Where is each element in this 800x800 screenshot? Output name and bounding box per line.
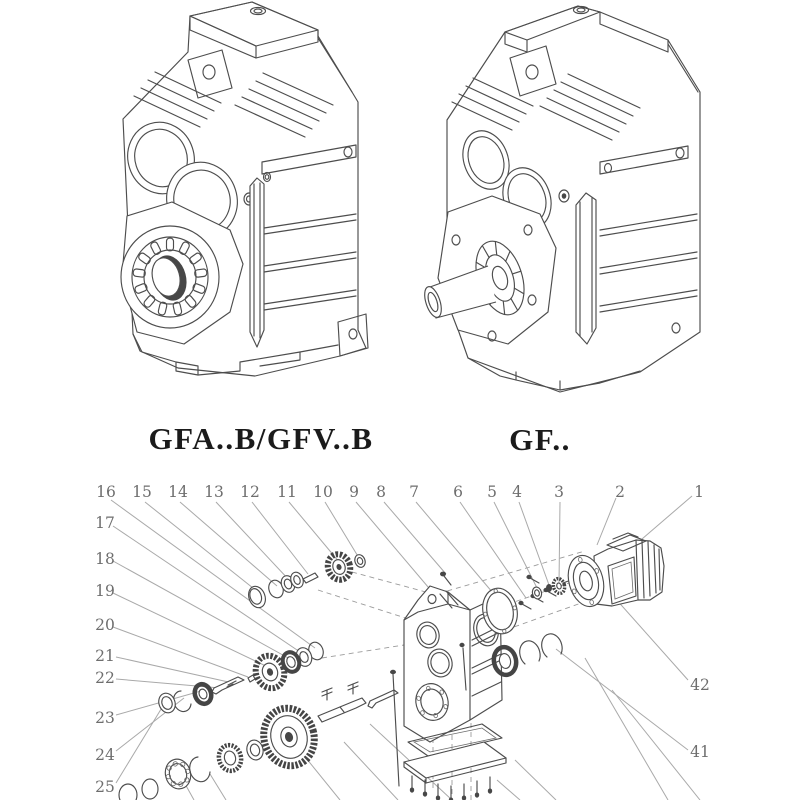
callout-16: 16	[96, 483, 116, 501]
electric-motor	[563, 533, 664, 611]
circlip	[520, 641, 540, 664]
callout-23: 23	[95, 709, 115, 727]
callout-2: 2	[615, 483, 625, 501]
tie-bar	[250, 178, 264, 347]
callout-9: 9	[349, 483, 359, 501]
callout-4: 4	[512, 483, 522, 501]
callout-7: 7	[409, 483, 419, 501]
hollow-shaft-bearing	[121, 226, 219, 328]
callout-18: 18	[95, 550, 115, 568]
callout-numbers	[95, 483, 710, 796]
callout-13: 13	[204, 483, 224, 501]
intermediate-shaft-parts-row	[156, 640, 326, 715]
callout-41: 41	[690, 743, 710, 761]
input-shaft-parts-row	[246, 551, 367, 610]
callout-15: 15	[132, 483, 152, 501]
callout-17: 17	[95, 514, 115, 532]
callout-14: 14	[168, 483, 188, 501]
callout-8: 8	[376, 483, 386, 501]
callout-12: 12	[240, 483, 260, 501]
callout-5: 5	[487, 483, 497, 501]
output-gear	[257, 703, 320, 772]
gearbox-drawing-hollow-shaft	[118, 2, 368, 376]
callout-3: 3	[554, 483, 564, 501]
gearbox-drawing-solid-shaft	[421, 6, 700, 392]
callout-20: 20	[95, 616, 115, 634]
motor-pinion	[531, 577, 571, 600]
callout-19: 19	[95, 582, 115, 600]
callout-22: 22	[95, 669, 115, 687]
tie-bar	[576, 193, 596, 344]
callout-25: 25	[95, 778, 115, 796]
callout-6: 6	[453, 483, 463, 501]
callout-24: 24	[95, 746, 115, 764]
callout-11: 11	[277, 483, 297, 501]
model-label-gf: GF..	[509, 422, 571, 457]
model-label-gfab-gfvb: GFA..B/GFV..B	[148, 421, 374, 456]
exploded-parts-diagram	[95, 483, 710, 800]
callout-1: 1	[694, 483, 704, 501]
callout-21: 21	[95, 647, 115, 665]
circlip	[542, 634, 562, 657]
callout-10: 10	[313, 483, 333, 501]
callout-42: 42	[690, 676, 710, 694]
